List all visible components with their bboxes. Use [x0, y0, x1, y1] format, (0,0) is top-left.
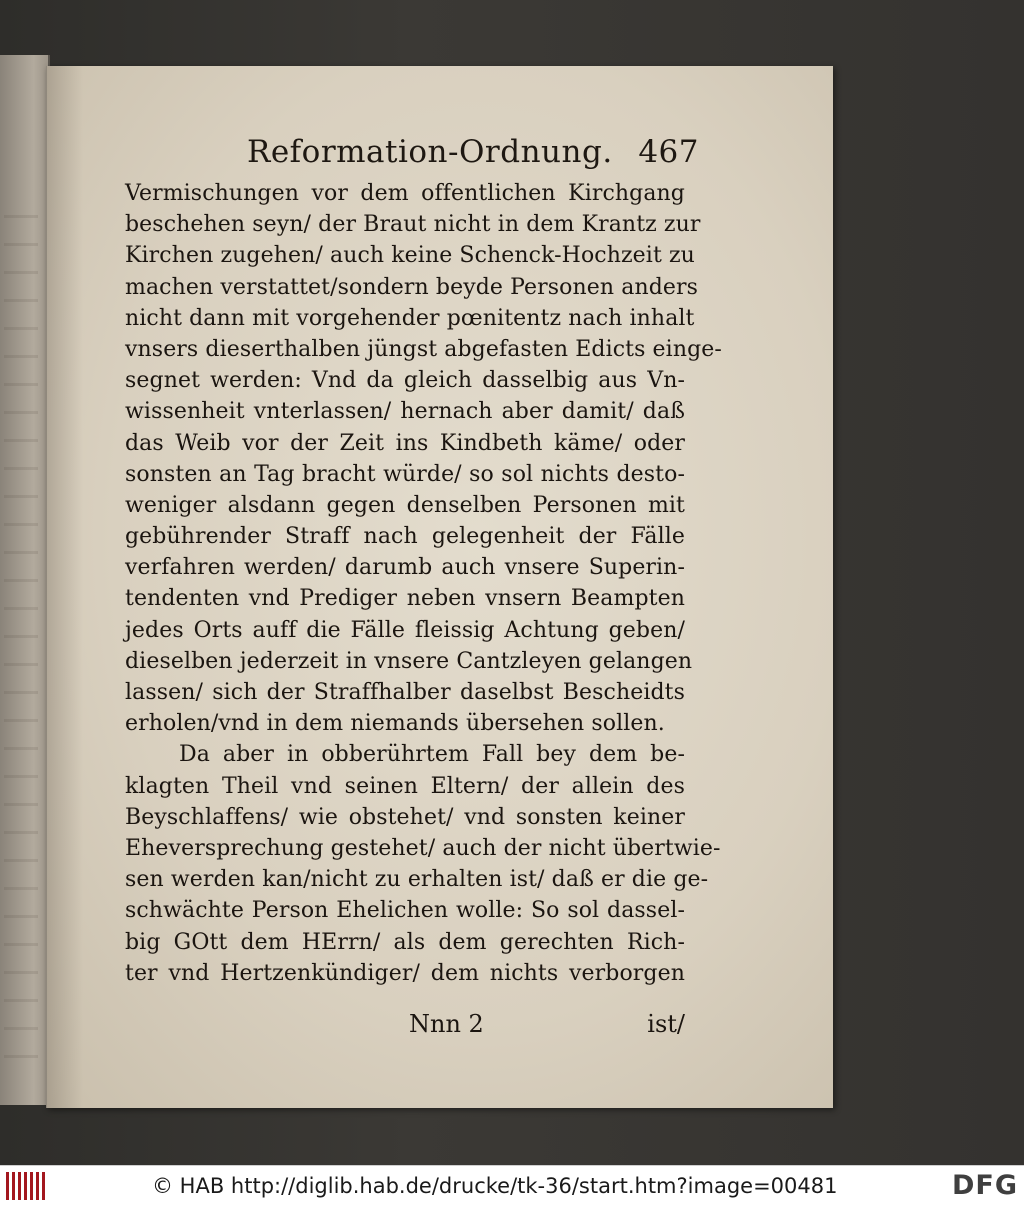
text-line: vnsers dieserthalben jüngst abgefasten Edicts einge-	[125, 336, 722, 362]
text-line: Eheversprechung gestehet/ auch der nicht übertwie-	[125, 835, 721, 861]
text-line: verfahren werden/ darumb auch vnsere Superin-	[125, 555, 685, 581]
text-line: dieselben jederzeit in vnsere Cantzleyen gelangen	[125, 648, 693, 674]
text-line: sen werden kan/nicht zu erhalten ist/ daß er die ge-	[125, 867, 709, 893]
running-head	[247, 134, 707, 174]
text-line: erholen/vnd in dem niemands übersehen sollen.	[125, 711, 665, 737]
text-line: Da aber in obberührtem Fall bey dem be-	[179, 742, 685, 768]
text-line: Vermischungen vor dem offentlichen Kirchgang	[125, 181, 685, 206]
running-title: Reformation-Ordnung.	[247, 134, 613, 170]
text-line: Kirchen zugehen/ auch keine Schenck-Hochzeit zu	[125, 243, 695, 269]
text-line: tendenten vnd Prediger neben vnsern Beampten	[125, 586, 685, 612]
credit-link[interactable]: © HAB http://diglib.hab.de/drucke/tk-36/start.htm?image=00481	[152, 1174, 838, 1198]
text-line: jedes Orts auff die Fälle fleissig Achtung geben/	[125, 617, 685, 643]
left-page-edge	[0, 55, 50, 1105]
body-text	[125, 178, 722, 989]
text-line: segnet werden: Vnd da gleich dasselbig aus Vn-	[125, 368, 685, 394]
text-line: schwächte Person Ehelichen wolle: So sol dassel-	[125, 898, 685, 924]
dfg-logo: DFG	[951, 1170, 1018, 1201]
catchword: ist/	[647, 1010, 685, 1038]
text-line: beschehen seyn/ der Braut nicht in dem Krantz zur	[125, 212, 701, 238]
text-line: klagten Theil vnd seinen Eltern/ der allein des	[125, 773, 685, 799]
text-line: big GOtt dem HErrn/ als dem gerechten Rich-	[125, 929, 685, 955]
text-line: ter vnd Hertzenkündiger/ dem nichts verborgen	[125, 960, 685, 986]
text-line: das Weib vor der Zeit ins Kindbeth käme/ oder	[125, 430, 685, 456]
text-line: nicht dann mit vorgehender pœnitentz nach inhalt	[125, 305, 695, 331]
text-line: lassen/ sich der Straffhalber daselbst Bescheidts	[125, 680, 685, 705]
left-page-text-bleed	[4, 215, 38, 1075]
text-line: gebührender Straff nach gelegenheit der Fälle	[125, 524, 685, 550]
page-foot	[125, 1010, 685, 1046]
credit-bar	[0, 1165, 1024, 1206]
text-line: wissenheit vnterlassen/ hernach aber damit/ daß	[125, 399, 685, 425]
page-number: 467	[638, 134, 699, 170]
text-line: weniger alsdann gegen denselben Personen mit	[125, 492, 685, 518]
book-page	[46, 66, 833, 1108]
signature-mark: Nnn 2	[409, 1010, 484, 1038]
text-line: machen verstattet/sondern beyde Personen anders	[125, 274, 699, 300]
text-line: Beyschlaffens/ wie obstehet/ vnd sonsten keiner	[125, 804, 685, 830]
text-line: sonsten an Tag bracht würde/ so sol nichts desto-	[125, 461, 685, 487]
hab-barcode-icon	[6, 1172, 46, 1200]
